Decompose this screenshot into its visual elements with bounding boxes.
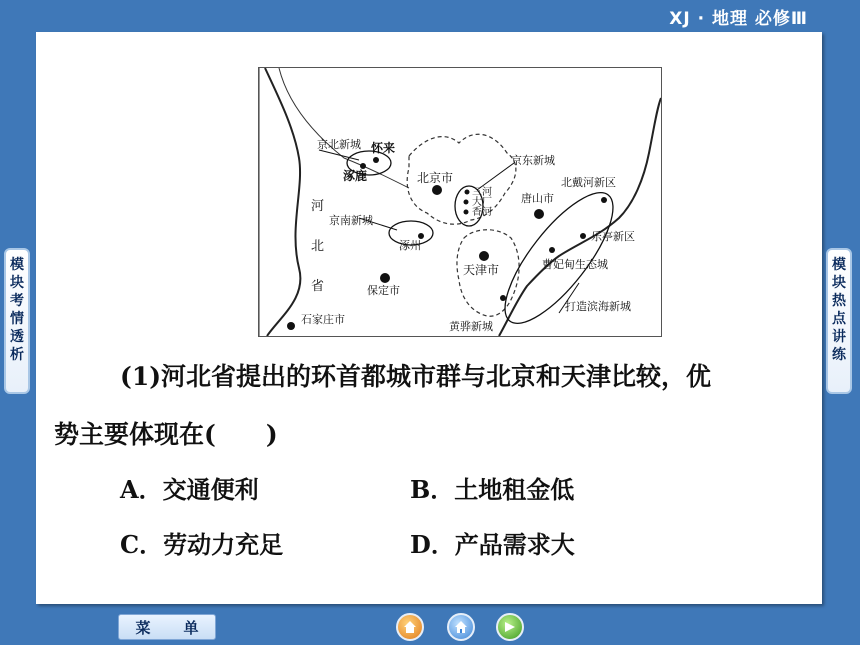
menu-button-char-2: 单 xyxy=(183,618,199,637)
label-xianghe: 香河 xyxy=(472,207,492,218)
beijing-star xyxy=(432,185,442,195)
left-border xyxy=(265,68,300,336)
next-icon[interactable] xyxy=(496,613,524,641)
label-tianjin: 天津市 xyxy=(463,263,500,277)
content-panel xyxy=(36,32,822,604)
label-laoting: 乐亭新区 xyxy=(591,230,635,243)
tianjin-dot xyxy=(479,251,489,261)
label-sanhe: 三河 xyxy=(472,187,492,198)
label-jingnan: 京南新城 xyxy=(329,214,373,227)
home-icon[interactable] xyxy=(396,613,424,641)
side-tab-right-label: 模块热点讲练 xyxy=(832,257,846,363)
side-tab-left[interactable] xyxy=(4,248,30,394)
question-line-1: (1)河北省提出的环首都城市群与北京和天津比较，优 xyxy=(120,362,712,391)
back-home-icon[interactable] xyxy=(447,613,475,641)
label-hebei-1: 河 xyxy=(311,199,325,214)
label-huanghua: 黄骅新城 xyxy=(449,320,493,333)
region-map xyxy=(258,67,662,337)
question-line-2: 势主要体现在( ) xyxy=(54,420,278,449)
label-dachang: 大厂 xyxy=(472,197,492,208)
label-beijing: 北京市 xyxy=(417,171,454,185)
label-binhai: 打造滨海新城 xyxy=(565,300,631,313)
label-beidaihe: 北戴河新区 xyxy=(561,176,616,189)
label-tangshan: 唐山市 xyxy=(521,192,554,205)
label-jingdong: 京东新城 xyxy=(511,154,555,167)
label-hebei-2: 北 xyxy=(311,239,325,254)
label-shijiazhuang: 石家庄市 xyxy=(301,313,345,326)
shijiazhuang-dot xyxy=(287,322,295,330)
label-baoding: 保定市 xyxy=(367,284,400,297)
label-zhuozhou: 涿州 xyxy=(399,239,421,252)
option-a[interactable]: A．交通便利 xyxy=(120,475,259,504)
baoding-dot xyxy=(380,273,390,283)
label-zhuolu: 涿鹿 xyxy=(343,169,368,183)
label-hebei-3: 省 xyxy=(311,279,325,294)
option-d[interactable]: D．产品需求大 xyxy=(410,530,575,559)
label-caofeidian: 曹妃甸生态城 xyxy=(542,258,608,271)
header-title: XJ · 地理 必修Ⅲ xyxy=(669,9,808,29)
label-huailai: 怀来 xyxy=(371,141,396,155)
menu-button-char-1: 菜 xyxy=(135,618,151,637)
side-tab-right[interactable] xyxy=(826,248,852,394)
tangshan-dot xyxy=(534,209,544,219)
menu-button[interactable] xyxy=(118,614,216,640)
option-b[interactable]: B．土地租金低 xyxy=(410,475,575,504)
option-c[interactable]: C．劳动力充足 xyxy=(120,530,284,559)
label-jingbei: 京北新城 xyxy=(317,138,361,151)
side-tab-left-label: 模块考情透析 xyxy=(10,257,24,363)
